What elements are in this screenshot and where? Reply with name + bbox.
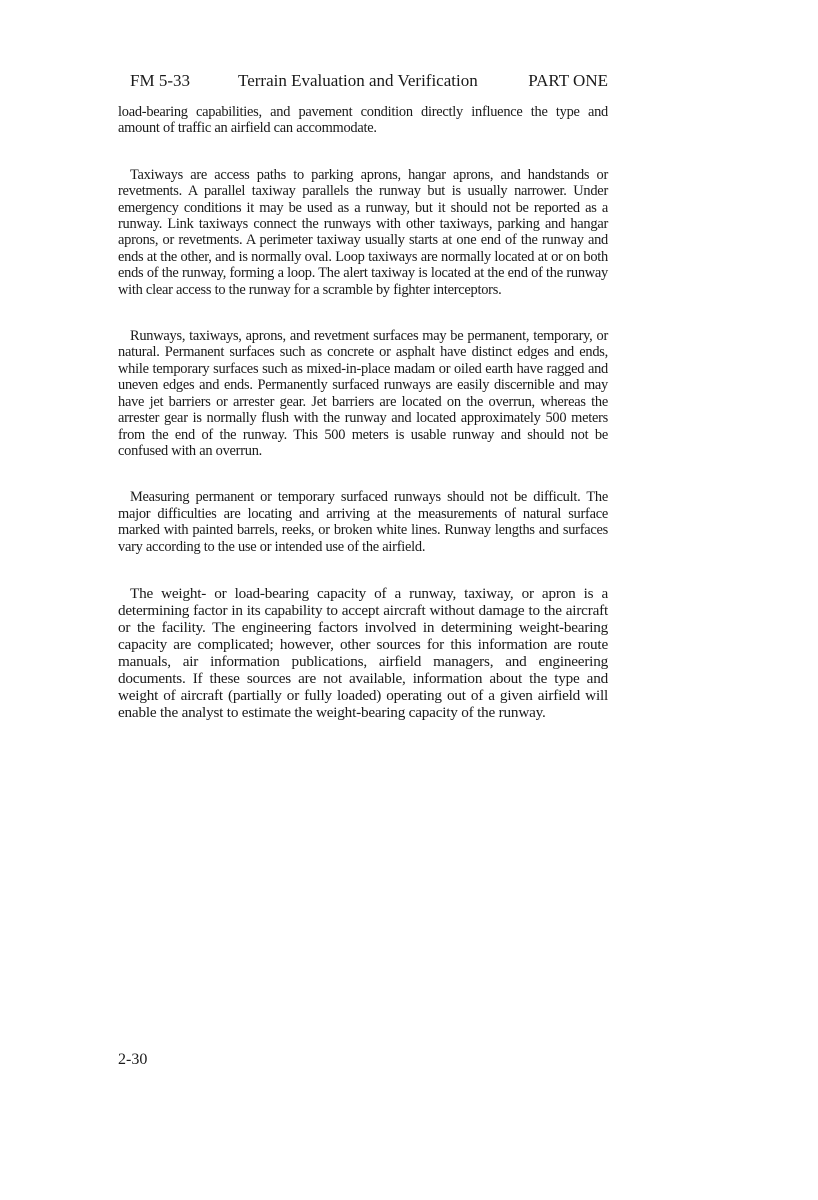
page-number: 2-30	[118, 1051, 148, 1068]
chapter-title: Terrain Evaluation and Verification	[238, 71, 478, 90]
paragraph-surfaces: Runways, taxiways, aprons, and revetment surfaces may be permanent, temporary, or natural. Permanent surfaces such as concrete or asphalt have distinct edges and ends, while temporary surfaces such as mixed-in-place madam or oiled earth have ragged and uneven edges and ends. Permanently surfaced runways are easily discernible and may have jet barriers or arrester gear. Jet barriers are located on the overrun, whereas the arrester gear is normally flush with the runway and located approximately 500 meters from the end of the runway. This 500 meters is usable runway and should not be confused with an overrun.	[118, 328, 608, 459]
paragraph-measuring: Measuring permanent or temporary surfaced runways should not be difficult. The major difficulties are locating and arriving at the measurements of natural surface marked with painted barrels, reeks, or broken white lines. Runway lengths and surfaces vary according to the use or intended use of the airfield.	[118, 489, 608, 555]
paragraph-load-capacity: The weight- or load-bearing capacity of a runway, taxiway, or apron is a determining factor in its capability to accept aircraft without damage to the aircraft or the facility. The engineering factors involved in determining weight-bearing capacity are complicated; however, other sources for this information are route manuals, air information publications, airfield managers, and engineering documents. If these sources are not available, information about the type and weight of aircraft (partially or fully loaded) operating out of a given airfield will enable the analyst to estimate the weight-bearing capacity of the runway.	[118, 584, 608, 721]
page-header	[130, 70, 608, 92]
body-text	[118, 104, 608, 751]
part-label: PART ONE	[528, 71, 608, 90]
paragraph-continuation: load-bearing capabilities, and pavement condition directly influence the type and amount of traffic an airfield can accommodate.	[118, 104, 608, 137]
paragraph-taxiways: Taxiways are access paths to parking aprons, hangar aprons, and handstands or revetments. A parallel taxiway parallels the runway but is usually narrower. Under emergency conditions it may be used as a runway, but it should not be reported as a runway. Link taxiways connect the runways with other taxiways, parking and hangar aprons, or revetments. A perimeter taxiway usually starts at one end of the runway and ends at the other, and is normally oval. Loop taxiways are normally located at or on both ends of the runway, forming a loop. The alert taxiway is located at the end of the runway with clear access to the runway for a scramble by fighter interceptors.	[118, 166, 608, 298]
document-id: FM 5-33	[130, 71, 190, 90]
